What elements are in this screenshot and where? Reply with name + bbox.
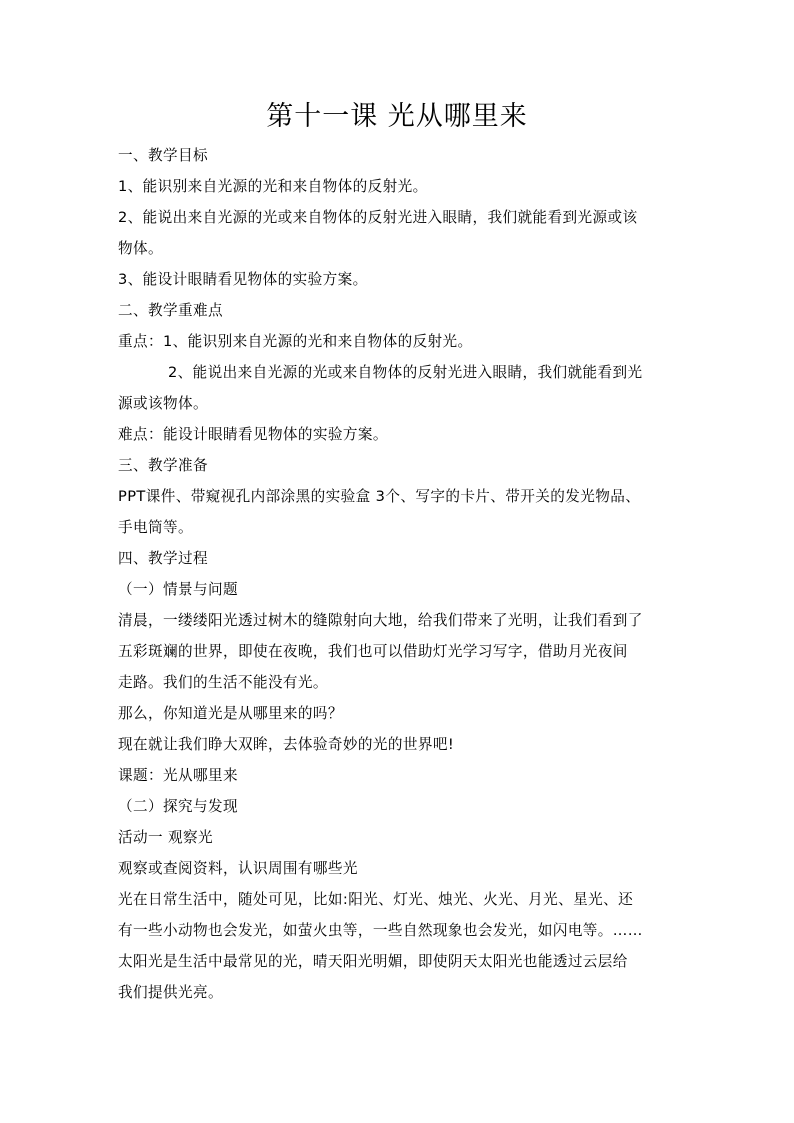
section-heading-preparation: 三、教学准备: [118, 457, 208, 474]
section-heading-key-points: 二、教学重难点: [118, 302, 223, 319]
objective-item: 1、能识别来自光源的光和来自物体的反射光。: [118, 178, 428, 195]
paragraph-line: 现在就让我们睁大双眸，去体验奇妙的光的世界吧!: [118, 736, 455, 753]
topic-line: 课题：光从哪里来: [118, 767, 238, 784]
paragraph-line: 太阳光是生活中最常见的光，晴天阳光明媚，即使阴天太阳光也能透过云层给: [118, 953, 628, 970]
question-line: 那么，你知道光是从哪里来的吗？: [118, 705, 343, 722]
paragraph-line: 我们提供光亮。: [118, 984, 223, 1001]
activity-heading: 活动一 观察光: [118, 829, 214, 846]
document-body: [118, 140, 688, 1008]
key-point-item-continued: 源或该物体。: [118, 395, 208, 412]
preparation-text-continued: 手电筒等。: [118, 519, 193, 536]
preparation-text: PPT课件、带窥视孔内部涂黑的实验盒 3个、写字的卡片、带开关的发光物品、: [118, 488, 641, 505]
activity-instruction: 观察或查阅资料，认识周围有哪些光: [118, 860, 358, 877]
lesson-title: 第十一课 光从哪里来: [266, 101, 528, 132]
paragraph-line: 走路。我们的生活不能没有光。: [118, 674, 328, 691]
key-point-item: 重点：1、能识别来自光源的光和来自物体的反射光。: [118, 333, 473, 350]
paragraph-line: 光在日常生活中，随处可见，比如:阳光、灯光、烛光、火光、月光、星光、还: [118, 891, 634, 908]
subsection-heading-explore: （二）探究与发现: [118, 798, 238, 815]
objective-item: 2、能说出来自光源的光或来自物体的反射光进入眼睛，我们就能看到光源或该: [118, 209, 638, 226]
paragraph-line: 有一些小动物也会发光，如萤火虫等，一些自然现象也会发光，如闪电等。……: [118, 922, 643, 939]
objective-item: 3、能设计眼睛看见物体的实验方案。: [118, 271, 368, 288]
section-heading-objectives: 一、教学目标: [118, 147, 208, 164]
difficult-point: 难点：能设计眼睛看见物体的实验方案。: [118, 426, 388, 443]
section-heading-process: 四、教学过程: [118, 550, 208, 567]
objective-item-continued: 物体。: [118, 240, 163, 257]
paragraph-line: 清晨，一缕缕阳光透过树木的缝隙射向大地，给我们带来了光明，让我们看到了: [118, 612, 643, 629]
subsection-heading-scenario: （一）情景与问题: [118, 581, 238, 598]
key-point-item: 2、能说出来自光源的光或来自物体的反射光进入眼睛，我们就能看到光: [168, 364, 643, 381]
paragraph-line: 五彩斑斓的世界，即使在夜晚，我们也可以借助灯光学习写字，借助月光夜间: [118, 643, 628, 660]
